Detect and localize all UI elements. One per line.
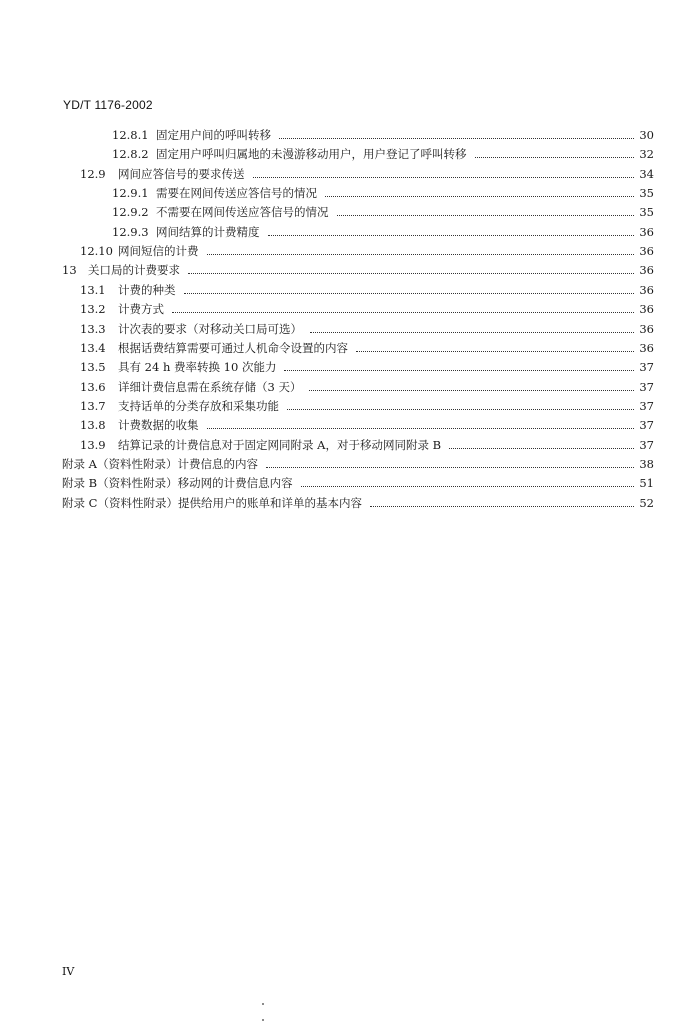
toc-entry-title: 计费方式 — [118, 302, 164, 317]
toc-entry-page: 51 — [639, 476, 654, 491]
toc-entry[interactable] — [112, 124, 654, 142]
toc-entry[interactable] — [80, 240, 654, 258]
toc-dot-leader — [172, 312, 634, 313]
toc-entry-number: 12.9 — [80, 166, 106, 181]
toc-entry[interactable] — [80, 337, 654, 355]
toc-dot-leader — [253, 177, 635, 178]
toc-entry-number: 12.10 — [80, 244, 113, 259]
toc-entry-title: 网间短信的计费 — [118, 244, 199, 259]
toc-dot-leader — [337, 215, 635, 216]
toc-dot-leader — [325, 196, 634, 197]
toc-entry-number: 13.3 — [80, 321, 106, 336]
toc-entry[interactable] — [80, 318, 654, 336]
toc-dot-leader — [356, 351, 634, 352]
standard-code: YD/T 1176-2002 — [63, 98, 153, 112]
toc-dot-leader — [188, 273, 634, 274]
toc-entry-title: 需要在网间传送应答信号的情况 — [156, 186, 317, 201]
toc-entry[interactable] — [80, 356, 654, 374]
toc-dot-leader — [266, 467, 634, 468]
toc-dot-leader — [309, 390, 634, 391]
toc-entry-page: 36 — [639, 263, 654, 278]
toc-entry[interactable] — [62, 259, 654, 277]
toc-entry-number: 13.4 — [80, 340, 106, 355]
toc-entry-title: 详细计费信息需在系统存储（3 天） — [118, 379, 302, 394]
toc-entry-page: 37 — [639, 360, 654, 375]
toc-entry-page: 36 — [639, 244, 654, 259]
toc-entry[interactable] — [62, 472, 654, 490]
toc-entry[interactable] — [80, 414, 654, 432]
toc-entry-page: 36 — [639, 302, 654, 317]
toc-dot-leader — [284, 370, 634, 371]
toc-entry-title: 计费的种类 — [118, 282, 176, 297]
toc-entry-number: 13.5 — [80, 360, 106, 375]
toc-entry-title: 固定用户呼叫归属地的未漫游移动用户，用户登记了呼叫转移 — [156, 147, 467, 162]
toc-entry-number: 13.8 — [80, 418, 106, 433]
scan-speck — [262, 1019, 264, 1021]
toc-entry-title: 网间结算的计费精度 — [156, 224, 260, 239]
toc-entry[interactable] — [112, 143, 654, 161]
toc-dot-leader — [207, 254, 635, 255]
toc-entry-page: 36 — [639, 224, 654, 239]
toc-dot-leader — [449, 448, 634, 449]
toc-entry-page: 34 — [639, 166, 654, 181]
toc-entry-number: 13.1 — [80, 282, 106, 297]
toc-entry-number: 12.9.1 — [112, 186, 149, 201]
toc-entry[interactable] — [112, 221, 654, 239]
toc-entry[interactable] — [80, 298, 654, 316]
toc-entry-title: 计费数据的收集 — [118, 418, 199, 433]
toc-entry-number: 12.9.3 — [112, 224, 149, 239]
toc-entry-number: 12.8.2 — [112, 147, 149, 162]
page-folio: IV — [62, 965, 75, 978]
toc-entry[interactable] — [80, 279, 654, 297]
toc-entry-page: 36 — [639, 321, 654, 336]
scan-speck — [262, 1003, 264, 1005]
toc-entry-number: 13.7 — [80, 398, 106, 413]
toc-entry-page: 38 — [639, 456, 654, 471]
toc-entry-page: 35 — [639, 186, 654, 201]
toc-entry-page: 36 — [639, 282, 654, 297]
toc-entry-page: 37 — [639, 418, 654, 433]
toc-entry-title: 具有 24 h 费率转换 10 次能力 — [118, 360, 277, 375]
toc-entry-title: 支持话单的分类存放和采集功能 — [118, 398, 279, 413]
toc-entry-title: 计次表的要求（对移动关口局可选） — [118, 321, 302, 336]
toc-entry[interactable] — [80, 434, 654, 452]
toc-entry-title: 根据话费结算需要可通过人机命令设置的内容 — [118, 340, 348, 355]
toc-entry[interactable] — [62, 453, 654, 471]
toc-dot-leader — [310, 332, 634, 333]
toc-entry-page: 37 — [639, 398, 654, 413]
toc-entry[interactable] — [112, 201, 654, 219]
toc-entry-page: 35 — [639, 205, 654, 220]
toc-entry-page: 36 — [639, 340, 654, 355]
toc-entry-title: 关口局的计费要求 — [88, 263, 180, 278]
toc-entry[interactable] — [112, 182, 654, 200]
toc-entry-title: 附录 B（资料性附录）移动网的计费信息内容 — [62, 476, 293, 491]
toc-entry-number: 13.6 — [80, 379, 106, 394]
toc-entry-title: 不需要在网间传送应答信号的情况 — [156, 205, 329, 220]
toc-entry-title: 附录 C（资料性附录）提供给用户的账单和详单的基本内容 — [62, 495, 362, 510]
toc-entry-page: 52 — [639, 495, 654, 510]
toc-entry-page: 32 — [639, 147, 654, 162]
toc-entry-title: 固定用户间的呼叫转移 — [156, 128, 271, 142]
toc-dot-leader — [184, 293, 635, 294]
toc-entry[interactable] — [80, 376, 654, 394]
toc-dot-leader — [279, 138, 634, 139]
toc-dot-leader — [268, 235, 635, 236]
toc-dot-leader — [370, 506, 634, 507]
toc-dot-leader — [301, 486, 634, 487]
toc-entry-page: 30 — [639, 128, 654, 142]
toc-dot-leader — [207, 428, 635, 429]
toc-entry-title: 结算记录的计费信息对于固定网同附录 A，对于移动网同附录 B — [118, 437, 442, 452]
toc-entry[interactable] — [62, 492, 654, 510]
toc-entry-number: 13.9 — [80, 437, 106, 452]
toc-entry-title: 附录 A（资料性附录）计费信息的内容 — [62, 456, 258, 471]
toc-dot-leader — [475, 157, 635, 158]
toc-entry[interactable] — [80, 395, 654, 413]
toc-entry-page: 37 — [639, 379, 654, 394]
toc-entry-page: 37 — [639, 437, 654, 452]
toc-entry-number: 13.2 — [80, 302, 106, 317]
toc-entry-number: 12.9.2 — [112, 205, 149, 220]
toc-entry-title: 网间应答信号的要求传送 — [118, 166, 245, 181]
toc-dot-leader — [287, 409, 634, 410]
toc-entry[interactable] — [80, 163, 654, 181]
toc-entry-number: 13 — [62, 263, 77, 278]
toc-entry-number: 12.8.1 — [112, 128, 149, 142]
